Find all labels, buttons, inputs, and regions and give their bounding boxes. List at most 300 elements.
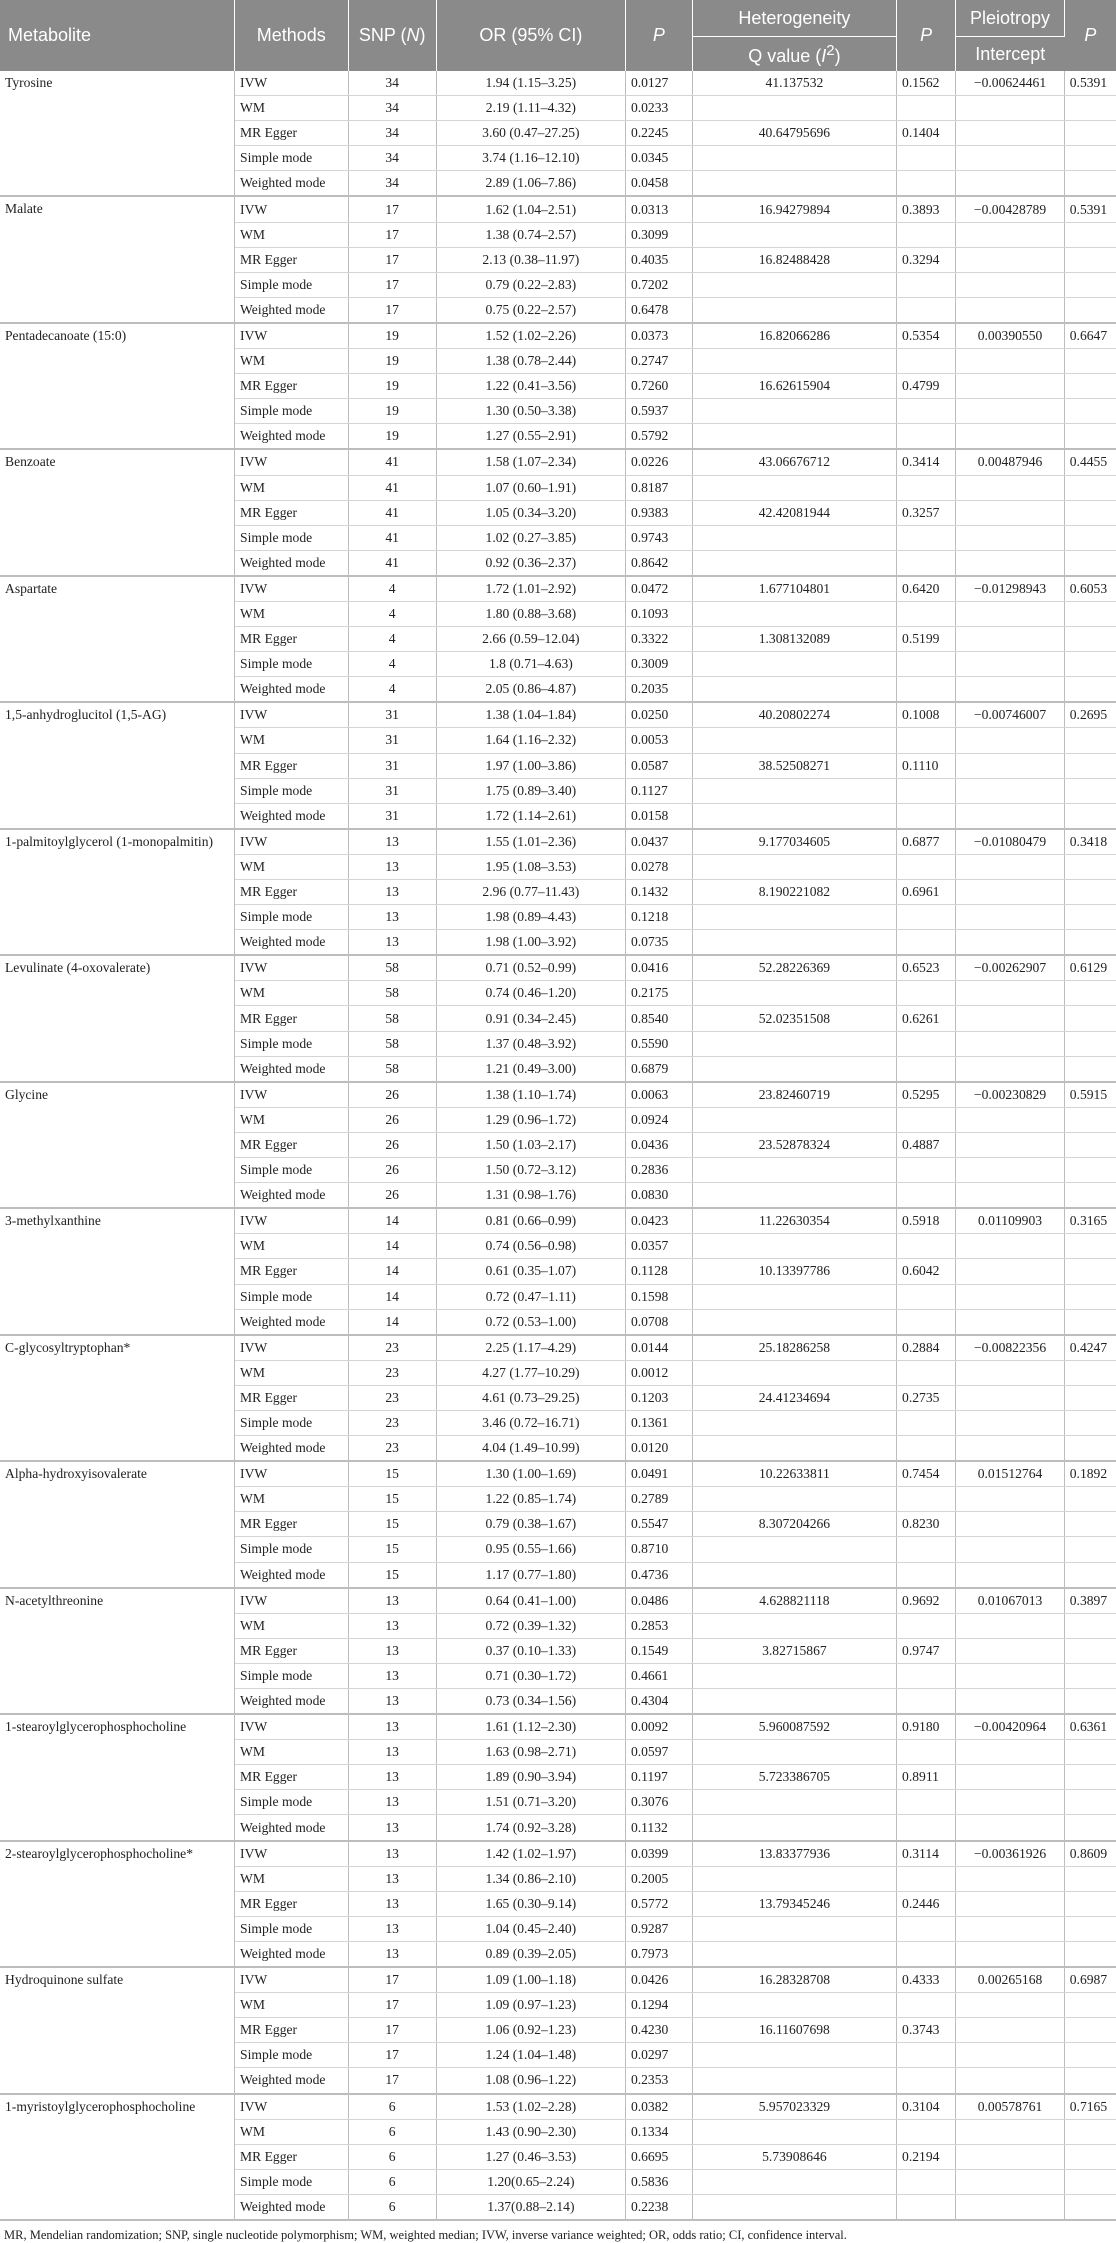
method-cell: Simple mode [235, 272, 348, 297]
metabolite-cell: 3-methylxanthine [0, 1208, 235, 1334]
q-value-cell: 1.677104801 [692, 576, 896, 602]
pleio-p-cell [1064, 1360, 1116, 1385]
q-value-cell: 16.94279894 [692, 196, 896, 222]
pleio-p-cell [1064, 146, 1116, 171]
intercept-cell: −0.00428789 [956, 196, 1064, 222]
q-value-cell [692, 1740, 896, 1765]
het-p-cell [897, 525, 956, 550]
metabolite-cell: C-glycosyltryptophan* [0, 1335, 235, 1461]
snp-cell: 26 [348, 1132, 436, 1157]
pleio-p-cell [1064, 652, 1116, 677]
snp-cell: 14 [348, 1234, 436, 1259]
pleio-p-cell [1064, 1107, 1116, 1132]
p-cell: 0.0735 [625, 930, 692, 956]
q-value-cell: 16.28328708 [692, 1967, 896, 1993]
pleio-p-cell: 0.3897 [1064, 1588, 1116, 1614]
q-value-cell: 40.20802274 [692, 702, 896, 728]
method-cell: IVW [235, 1461, 348, 1487]
q-value-cell: 25.18286258 [692, 1335, 896, 1361]
or-cell: 1.75 (0.89–3.40) [436, 778, 625, 803]
intercept-cell [956, 1790, 1064, 1815]
or-cell: 1.29 (0.96–1.72) [436, 1107, 625, 1132]
pleio-p-cell: 0.5915 [1064, 1082, 1116, 1108]
q-value-cell: 52.28226369 [692, 955, 896, 981]
q-value-cell: 10.13397786 [692, 1259, 896, 1284]
method-cell: WM [235, 1234, 348, 1259]
het-p-cell: 0.3257 [897, 500, 956, 525]
method-cell: Weighted mode [235, 1056, 348, 1082]
p-cell: 0.0436 [625, 1132, 692, 1157]
p-cell: 0.0278 [625, 854, 692, 879]
or-cell: 1.65 (0.30–9.14) [436, 1891, 625, 1916]
method-cell: WM [235, 601, 348, 626]
q-value-cell [692, 905, 896, 930]
intercept-cell: 0.01512764 [956, 1461, 1064, 1487]
p-cell: 0.0458 [625, 171, 692, 197]
or-cell: 0.74 (0.56–0.98) [436, 1234, 625, 1259]
intercept-cell [956, 349, 1064, 374]
or-cell: 1.50 (0.72–3.12) [436, 1158, 625, 1183]
q-value-cell [692, 1941, 896, 1967]
q-value-cell: 13.79345246 [692, 1891, 896, 1916]
intercept-cell [956, 374, 1064, 399]
p-cell: 0.0486 [625, 1588, 692, 1614]
or-cell: 0.95 (0.55–1.66) [436, 1537, 625, 1562]
or-cell: 1.06 (0.92–1.23) [436, 2018, 625, 2043]
method-cell: MR Egger [235, 247, 348, 272]
intercept-cell [956, 1436, 1064, 1462]
het-p-cell [897, 1815, 956, 1841]
p-cell: 0.8710 [625, 1537, 692, 1562]
metabolite-cell: Alpha-hydroxyisovalerate [0, 1461, 235, 1587]
p-cell: 0.3076 [625, 1790, 692, 1815]
p-cell: 0.0423 [625, 1208, 692, 1234]
pleio-p-cell [1064, 880, 1116, 905]
header-metabolite: Metabolite [0, 0, 235, 71]
header-q-prefix: Q value ( [748, 45, 822, 66]
q-value-cell: 8.190221082 [692, 880, 896, 905]
het-p-cell [897, 1183, 956, 1209]
p-cell: 0.1598 [625, 1284, 692, 1309]
or-cell: 0.89 (0.39–2.05) [436, 1941, 625, 1967]
method-cell: IVW [235, 196, 348, 222]
pleio-p-cell: 0.6053 [1064, 576, 1116, 602]
intercept-cell [956, 475, 1064, 500]
pleio-p-cell [1064, 2119, 1116, 2144]
q-value-cell [692, 525, 896, 550]
q-value-cell: 5.957023329 [692, 2094, 896, 2120]
table-row [0, 1841, 1116, 1867]
snp-cell: 17 [348, 1993, 436, 2018]
het-p-cell: 0.5295 [897, 1082, 956, 1108]
p-cell: 0.0092 [625, 1714, 692, 1740]
het-p-cell: 0.5918 [897, 1208, 956, 1234]
or-cell: 1.27 (0.55–2.91) [436, 424, 625, 450]
het-p-cell [897, 272, 956, 297]
q-value-cell [692, 2043, 896, 2068]
p-cell: 0.1361 [625, 1410, 692, 1435]
intercept-cell [956, 2194, 1064, 2220]
het-p-cell [897, 1410, 956, 1435]
method-cell: WM [235, 1360, 348, 1385]
intercept-cell: −0.00230829 [956, 1082, 1064, 1108]
pleio-p-cell [1064, 1562, 1116, 1588]
method-cell: Simple mode [235, 146, 348, 171]
snp-cell: 26 [348, 1183, 436, 1209]
table-row [0, 829, 1116, 855]
pleio-p-cell [1064, 1410, 1116, 1435]
pleio-p-cell [1064, 1234, 1116, 1259]
q-value-cell [692, 349, 896, 374]
intercept-cell [956, 2068, 1064, 2094]
q-value-cell [692, 1309, 896, 1335]
intercept-cell [956, 1234, 1064, 1259]
method-cell: WM [235, 2119, 348, 2144]
method-cell: MR Egger [235, 1638, 348, 1663]
intercept-cell [956, 2169, 1064, 2194]
q-value-cell: 11.22630354 [692, 1208, 896, 1234]
pleio-p-cell [1064, 601, 1116, 626]
pleio-p-cell [1064, 222, 1116, 247]
het-p-cell [897, 728, 956, 753]
table-row [0, 71, 1116, 96]
pleio-p-cell [1064, 778, 1116, 803]
het-p-cell [897, 1284, 956, 1309]
or-cell: 3.60 (0.47–27.25) [436, 121, 625, 146]
pleio-p-cell [1064, 297, 1116, 323]
snp-cell: 6 [348, 2144, 436, 2169]
snp-cell: 14 [348, 1208, 436, 1234]
method-cell: Weighted mode [235, 424, 348, 450]
q-value-cell [692, 1031, 896, 1056]
intercept-cell [956, 1941, 1064, 1967]
pleio-p-cell: 0.5391 [1064, 71, 1116, 96]
snp-cell: 19 [348, 349, 436, 374]
p-cell: 0.0830 [625, 1183, 692, 1209]
het-p-cell [897, 1790, 956, 1815]
pleio-p-cell: 0.3418 [1064, 829, 1116, 855]
snp-cell: 13 [348, 1740, 436, 1765]
het-p-cell [897, 854, 956, 879]
het-p-cell: 0.9747 [897, 1638, 956, 1663]
het-p-cell: 0.2735 [897, 1385, 956, 1410]
or-cell: 1.64 (1.16–2.32) [436, 728, 625, 753]
or-cell: 1.21 (0.49–3.00) [436, 1056, 625, 1082]
het-p-cell: 0.6523 [897, 955, 956, 981]
or-cell: 1.37(0.88–2.14) [436, 2194, 625, 2220]
or-cell: 2.66 (0.59–12.04) [436, 627, 625, 652]
method-cell: Simple mode [235, 1410, 348, 1435]
q-value-cell [692, 854, 896, 879]
snp-cell: 17 [348, 222, 436, 247]
snp-cell: 14 [348, 1309, 436, 1335]
pleio-p-cell [1064, 1765, 1116, 1790]
het-p-cell [897, 349, 956, 374]
header-pleio-p [1064, 0, 1116, 71]
method-cell: Weighted mode [235, 1562, 348, 1588]
q-value-cell: 40.64795696 [692, 121, 896, 146]
snp-cell: 23 [348, 1360, 436, 1385]
het-p-cell [897, 1689, 956, 1715]
pleio-p-cell [1064, 475, 1116, 500]
intercept-cell [956, 424, 1064, 450]
het-p-cell: 0.1562 [897, 71, 956, 96]
p-cell: 0.9383 [625, 500, 692, 525]
p-cell: 0.5590 [625, 1031, 692, 1056]
p-cell: 0.1127 [625, 778, 692, 803]
method-cell: Simple mode [235, 1790, 348, 1815]
method-cell: Simple mode [235, 778, 348, 803]
het-p-cell: 0.3294 [897, 247, 956, 272]
q-value-cell [692, 2194, 896, 2220]
p-cell: 0.0491 [625, 1461, 692, 1487]
or-cell: 1.38 (0.78–2.44) [436, 349, 625, 374]
method-cell: WM [235, 96, 348, 121]
het-p-cell: 0.7454 [897, 1461, 956, 1487]
p-cell: 0.6879 [625, 1056, 692, 1082]
method-cell: MR Egger [235, 1891, 348, 1916]
q-value-cell [692, 222, 896, 247]
p-cell: 0.1093 [625, 601, 692, 626]
het-p-cell [897, 1916, 956, 1941]
method-cell: Simple mode [235, 1031, 348, 1056]
intercept-cell: −0.01080479 [956, 829, 1064, 855]
pleio-p-cell: 0.5391 [1064, 196, 1116, 222]
p-cell: 0.0127 [625, 71, 692, 96]
method-cell: WM [235, 728, 348, 753]
pleio-p-cell [1064, 121, 1116, 146]
or-cell: 2.13 (0.38–11.97) [436, 247, 625, 272]
pleio-p-cell [1064, 2194, 1116, 2220]
pleio-p-cell [1064, 1006, 1116, 1031]
q-value-cell: 41.137532 [692, 71, 896, 96]
q-value-cell [692, 778, 896, 803]
method-cell: IVW [235, 829, 348, 855]
header-pleiotropy: Pleiotropy [956, 0, 1064, 37]
method-cell: IVW [235, 1208, 348, 1234]
het-p-cell: 0.1404 [897, 121, 956, 146]
header-p-text: P [652, 25, 665, 45]
intercept-cell [956, 652, 1064, 677]
table-body [0, 71, 1116, 2220]
het-p-cell [897, 905, 956, 930]
p-cell: 0.0158 [625, 803, 692, 829]
het-p-cell: 0.5354 [897, 323, 956, 349]
snp-cell: 34 [348, 96, 436, 121]
intercept-cell [956, 981, 1064, 1006]
snp-cell: 34 [348, 121, 436, 146]
q-value-cell: 1.308132089 [692, 627, 896, 652]
or-cell: 1.17 (0.77–1.80) [436, 1562, 625, 1588]
or-cell: 2.25 (1.17–4.29) [436, 1335, 625, 1361]
intercept-cell [956, 2043, 1064, 2068]
het-p-cell [897, 1866, 956, 1891]
pleio-p-cell [1064, 854, 1116, 879]
intercept-cell [956, 1385, 1064, 1410]
snp-cell: 17 [348, 247, 436, 272]
het-p-cell [897, 1663, 956, 1688]
snp-cell: 23 [348, 1335, 436, 1361]
method-cell: Simple mode [235, 2043, 348, 2068]
or-cell: 1.72 (1.14–2.61) [436, 803, 625, 829]
het-p-cell [897, 803, 956, 829]
or-cell: 1.02 (0.27–3.85) [436, 525, 625, 550]
snp-cell: 13 [348, 1689, 436, 1715]
intercept-cell [956, 1410, 1064, 1435]
q-value-cell: 9.177034605 [692, 829, 896, 855]
q-value-cell [692, 1183, 896, 1209]
or-cell: 1.95 (1.08–3.53) [436, 854, 625, 879]
snp-cell: 34 [348, 146, 436, 171]
method-cell: MR Egger [235, 880, 348, 905]
intercept-cell [956, 222, 1064, 247]
q-value-cell [692, 1613, 896, 1638]
p-cell: 0.5836 [625, 2169, 692, 2194]
pleio-p-cell [1064, 1790, 1116, 1815]
q-value-cell [692, 1234, 896, 1259]
snp-cell: 23 [348, 1385, 436, 1410]
pleio-p-cell [1064, 550, 1116, 576]
het-p-cell: 0.2884 [897, 1335, 956, 1361]
intercept-cell [956, 2144, 1064, 2169]
p-cell: 0.2836 [625, 1158, 692, 1183]
snp-cell: 15 [348, 1562, 436, 1588]
intercept-cell [956, 1512, 1064, 1537]
pleio-p-cell [1064, 1815, 1116, 1841]
intercept-cell [956, 1663, 1064, 1688]
intercept-cell [956, 1638, 1064, 1663]
het-p-cell: 0.9692 [897, 1588, 956, 1614]
het-p-cell: 0.1110 [897, 753, 956, 778]
p-cell: 0.0012 [625, 1360, 692, 1385]
or-cell: 1.05 (0.34–3.20) [436, 500, 625, 525]
method-cell: WM [235, 1740, 348, 1765]
het-p-cell: 0.3743 [897, 2018, 956, 2043]
table-row [0, 955, 1116, 981]
snp-cell: 13 [348, 1891, 436, 1916]
or-cell: 1.74 (0.92–3.28) [436, 1815, 625, 1841]
q-value-cell: 4.628821118 [692, 1588, 896, 1614]
method-cell: Simple mode [235, 399, 348, 424]
het-p-cell [897, 297, 956, 323]
metabolite-cell: 2-stearoylglycerophosphocholine* [0, 1841, 235, 1967]
q-value-cell [692, 1436, 896, 1462]
p-cell: 0.2005 [625, 1866, 692, 1891]
header-p [625, 0, 692, 71]
or-cell: 0.74 (0.46–1.20) [436, 981, 625, 1006]
pleio-p-cell [1064, 905, 1116, 930]
p-cell: 0.0399 [625, 1841, 692, 1867]
snp-cell: 15 [348, 1537, 436, 1562]
p-cell: 0.0313 [625, 196, 692, 222]
or-cell: 0.91 (0.34–2.45) [436, 1006, 625, 1031]
pleio-p-cell [1064, 1916, 1116, 1941]
p-cell: 0.0382 [625, 2094, 692, 2120]
method-cell: IVW [235, 2094, 348, 2120]
intercept-cell [956, 1891, 1064, 1916]
q-value-cell [692, 1158, 896, 1183]
pleio-p-cell: 0.4247 [1064, 1335, 1116, 1361]
method-cell: WM [235, 1487, 348, 1512]
q-value-cell: 38.52508271 [692, 753, 896, 778]
snp-cell: 31 [348, 753, 436, 778]
p-cell: 0.0587 [625, 753, 692, 778]
het-p-cell [897, 2169, 956, 2194]
het-p-cell [897, 1158, 956, 1183]
metabolite-cell: 1,5-anhydroglucitol (1,5-AG) [0, 702, 235, 828]
p-cell: 0.5772 [625, 1891, 692, 1916]
q-value-cell [692, 981, 896, 1006]
snp-cell: 31 [348, 778, 436, 803]
header-snp [348, 0, 436, 71]
het-p-cell: 0.2194 [897, 2144, 956, 2169]
method-cell: MR Egger [235, 753, 348, 778]
q-value-cell [692, 1993, 896, 2018]
or-cell: 0.73 (0.34–1.56) [436, 1689, 625, 1715]
pleio-p-cell [1064, 728, 1116, 753]
pleio-p-cell [1064, 1309, 1116, 1335]
p-cell: 0.7202 [625, 272, 692, 297]
q-value-cell [692, 1537, 896, 1562]
p-cell: 0.2175 [625, 981, 692, 1006]
or-cell: 1.30 (0.50–3.38) [436, 399, 625, 424]
pleio-p-cell [1064, 500, 1116, 525]
snp-cell: 14 [348, 1284, 436, 1309]
method-cell: WM [235, 1993, 348, 2018]
pleio-p-cell [1064, 803, 1116, 829]
or-cell: 1.8 (0.71–4.63) [436, 652, 625, 677]
snp-cell: 15 [348, 1512, 436, 1537]
pleio-p-cell [1064, 2043, 1116, 2068]
method-cell: Weighted mode [235, 297, 348, 323]
table-row [0, 1208, 1116, 1234]
intercept-cell: −0.00822356 [956, 1335, 1064, 1361]
p-cell: 0.6695 [625, 2144, 692, 2169]
intercept-cell [956, 677, 1064, 703]
q-value-cell: 52.02351508 [692, 1006, 896, 1031]
or-cell: 0.71 (0.30–1.72) [436, 1663, 625, 1688]
intercept-cell: 0.00265168 [956, 1967, 1064, 1993]
method-cell: Weighted mode [235, 930, 348, 956]
method-cell: WM [235, 1107, 348, 1132]
method-cell: WM [235, 981, 348, 1006]
snp-cell: 13 [348, 1588, 436, 1614]
p-cell: 0.4736 [625, 1562, 692, 1588]
q-value-cell [692, 1689, 896, 1715]
intercept-cell [956, 171, 1064, 197]
method-cell: Weighted mode [235, 1941, 348, 1967]
pleio-p-cell [1064, 272, 1116, 297]
or-cell: 1.42 (1.02–1.97) [436, 1841, 625, 1867]
het-p-cell [897, 981, 956, 1006]
het-p-cell [897, 930, 956, 956]
metabolite-cell: Aspartate [0, 576, 235, 702]
intercept-cell [956, 500, 1064, 525]
pleio-p-cell: 0.7165 [1064, 2094, 1116, 2120]
intercept-cell [956, 1284, 1064, 1309]
table-row [0, 1967, 1116, 1993]
pleio-p-cell [1064, 1537, 1116, 1562]
or-cell: 0.72 (0.53–1.00) [436, 1309, 625, 1335]
table-row [0, 702, 1116, 728]
q-value-cell: 16.62615904 [692, 374, 896, 399]
or-cell: 1.52 (1.02–2.26) [436, 323, 625, 349]
intercept-cell [956, 399, 1064, 424]
het-p-cell [897, 1436, 956, 1462]
or-cell: 1.63 (0.98–2.71) [436, 1740, 625, 1765]
p-cell: 0.0708 [625, 1309, 692, 1335]
intercept-cell [956, 1537, 1064, 1562]
